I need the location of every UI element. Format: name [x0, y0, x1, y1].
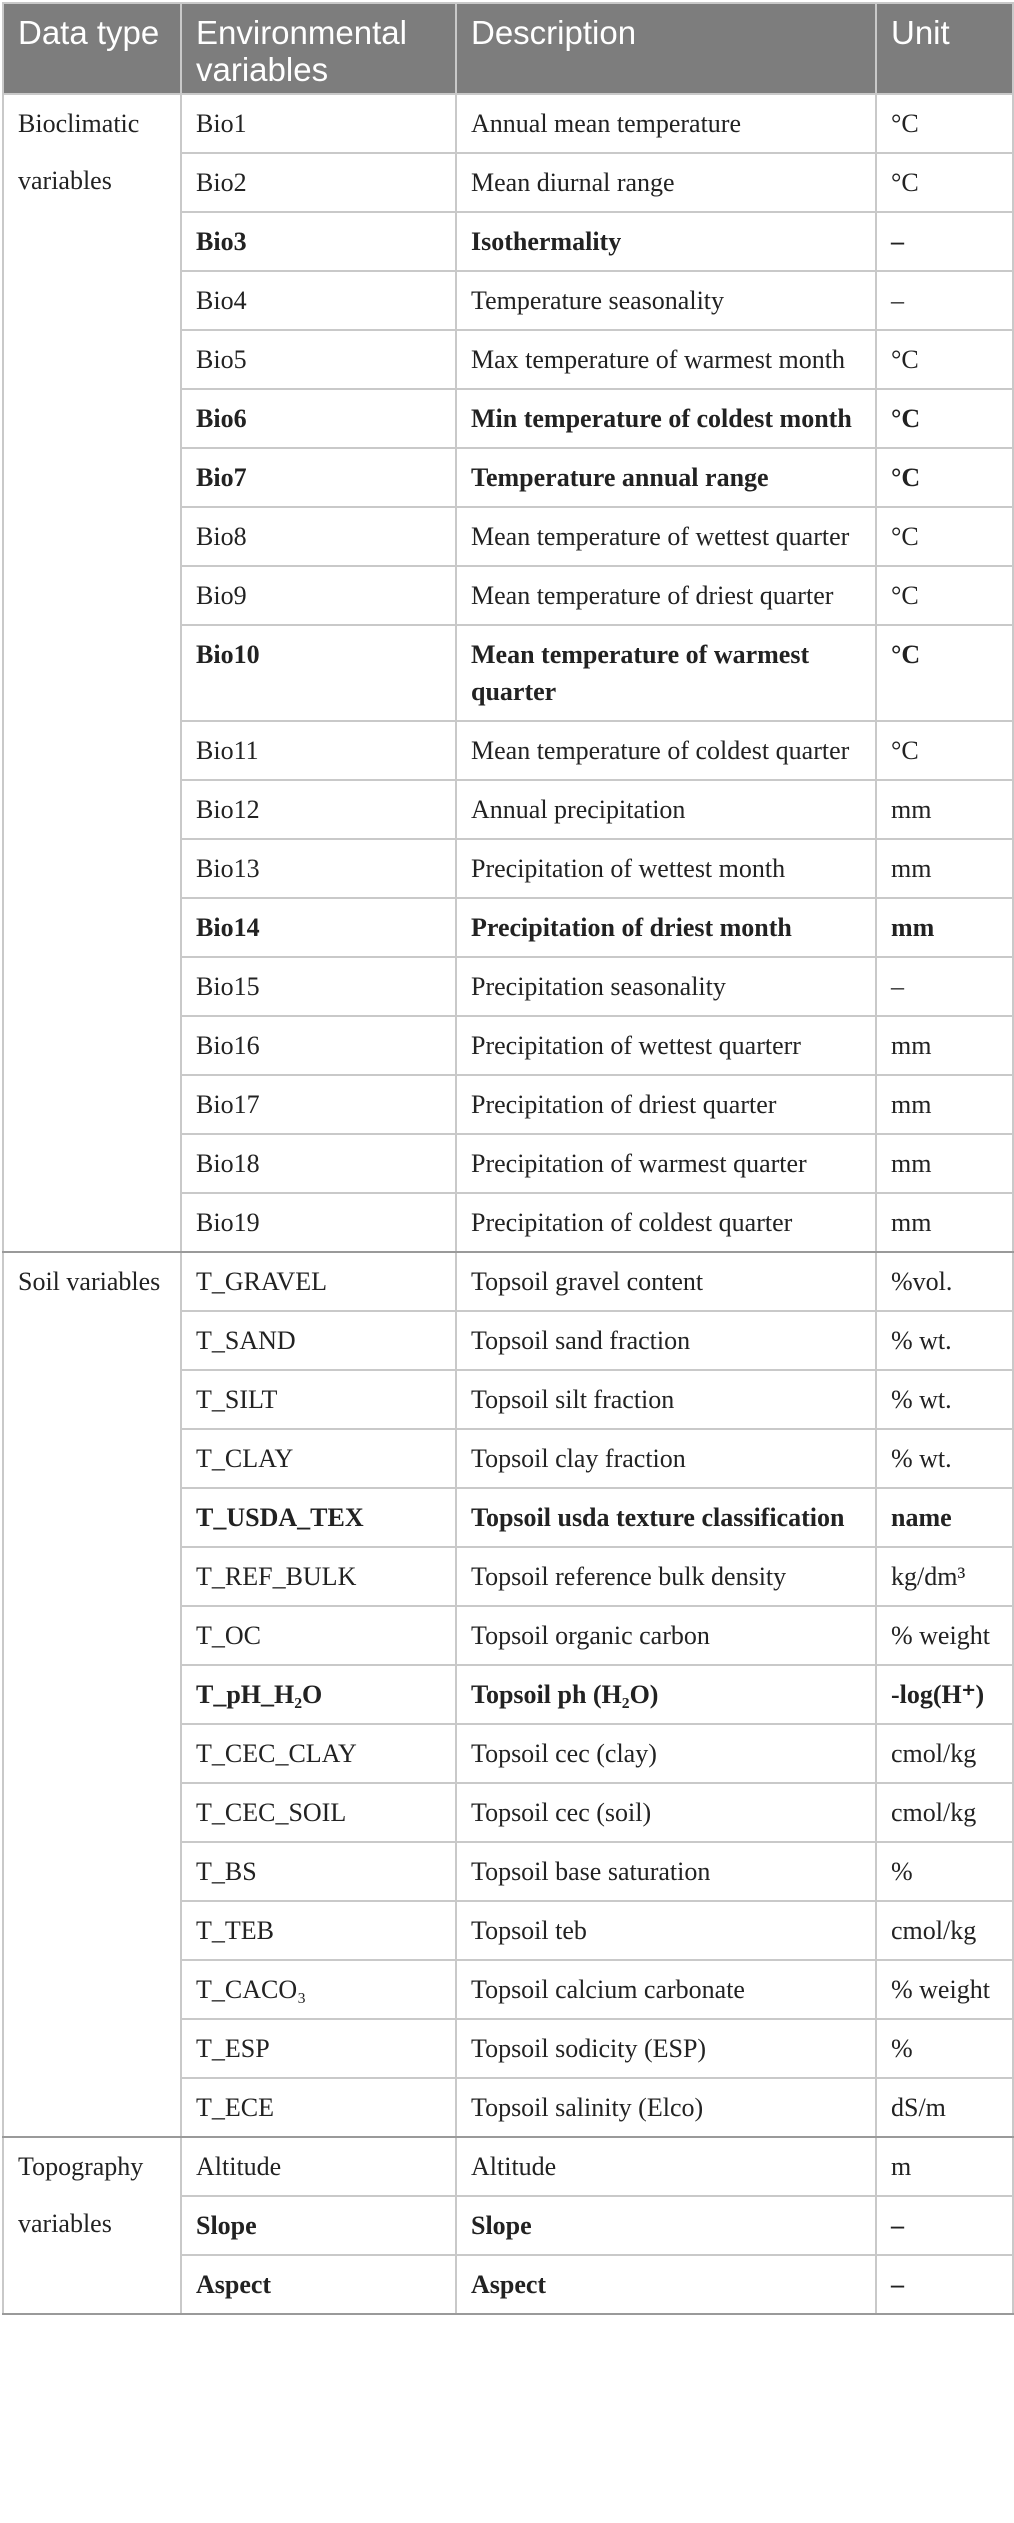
unit-cell: %vol.: [876, 1252, 1013, 1311]
unit-cell: % weight: [876, 1960, 1013, 2019]
variable-cell: Bio14: [181, 898, 456, 957]
description-cell: Topsoil cec (clay): [456, 1724, 876, 1783]
variable-cell: T_ECE: [181, 2078, 456, 2137]
description-cell: Topsoil organic carbon: [456, 1606, 876, 1665]
description-cell: Precipitation of wettest quarterr: [456, 1016, 876, 1075]
description-cell: Slope: [456, 2196, 876, 2255]
variable-cell: Bio11: [181, 721, 456, 780]
unit-cell: m: [876, 2137, 1013, 2196]
variable-cell: Bio13: [181, 839, 456, 898]
variable-cell: Bio7: [181, 448, 456, 507]
description-cell: Topsoil silt fraction: [456, 1370, 876, 1429]
data-type-cell: Bioclimatic variables: [3, 94, 181, 1252]
header-data-type: Data type: [3, 3, 181, 94]
description-cell: Min temperature of coldest month: [456, 389, 876, 448]
description-cell: Temperature seasonality: [456, 271, 876, 330]
unit-cell: mm: [876, 1134, 1013, 1193]
unit-cell: °C: [876, 625, 1013, 721]
variable-cell: T_ESP: [181, 2019, 456, 2078]
description-cell: Aspect: [456, 2255, 876, 2314]
variable-cell: T_OC: [181, 1606, 456, 1665]
variable-cell: T_CACO₃: [181, 1960, 456, 2019]
unit-cell: mm: [876, 780, 1013, 839]
table-row: [3, 2137, 1013, 2196]
table-body: [3, 94, 1013, 2314]
description-cell: Topsoil sand fraction: [456, 1311, 876, 1370]
description-cell: Topsoil calcium carbonate: [456, 1960, 876, 2019]
unit-cell: °C: [876, 330, 1013, 389]
unit-cell: mm: [876, 1075, 1013, 1134]
unit-cell: °C: [876, 448, 1013, 507]
unit-cell: cmol/kg: [876, 1724, 1013, 1783]
description-cell: Mean temperature of driest quarter: [456, 566, 876, 625]
description-cell: Annual mean temperature: [456, 94, 876, 153]
unit-cell: mm: [876, 1016, 1013, 1075]
unit-cell: %: [876, 1842, 1013, 1901]
description-cell: Precipitation of driest month: [456, 898, 876, 957]
variable-cell: T_REF_BULK: [181, 1547, 456, 1606]
description-cell: Precipitation of coldest quarter: [456, 1193, 876, 1252]
unit-cell: –: [876, 957, 1013, 1016]
unit-cell: mm: [876, 839, 1013, 898]
description-cell: Topsoil sodicity (ESP): [456, 2019, 876, 2078]
description-cell: Topsoil base saturation: [456, 1842, 876, 1901]
description-cell: Mean temperature of coldest quarter: [456, 721, 876, 780]
unit-cell: –: [876, 271, 1013, 330]
variable-cell: Bio18: [181, 1134, 456, 1193]
unit-cell: % wt.: [876, 1311, 1013, 1370]
unit-cell: % weight: [876, 1606, 1013, 1665]
table-row: [3, 1252, 1013, 1311]
variable-cell: T_USDA_TEX: [181, 1488, 456, 1547]
variable-cell: T_SILT: [181, 1370, 456, 1429]
description-cell: Altitude: [456, 2137, 876, 2196]
header-unit: Unit: [876, 3, 1013, 94]
unit-cell: °C: [876, 389, 1013, 448]
variable-cell: T_GRAVEL: [181, 1252, 456, 1311]
table-row: [3, 94, 1013, 153]
description-cell: Topsoil teb: [456, 1901, 876, 1960]
unit-cell: name: [876, 1488, 1013, 1547]
description-cell: Topsoil reference bulk density: [456, 1547, 876, 1606]
unit-cell: –: [876, 2255, 1013, 2314]
description-cell: Isothermality: [456, 212, 876, 271]
unit-cell: -log(H⁺): [876, 1665, 1013, 1724]
variable-cell: T_CLAY: [181, 1429, 456, 1488]
variable-cell: Slope: [181, 2196, 456, 2255]
description-cell: Mean temperature of warmest quarter: [456, 625, 876, 721]
variable-cell: Bio9: [181, 566, 456, 625]
variable-cell: T_CEC_CLAY: [181, 1724, 456, 1783]
variable-cell: Bio12: [181, 780, 456, 839]
unit-cell: kg/dm³: [876, 1547, 1013, 1606]
variable-cell: Bio5: [181, 330, 456, 389]
variable-cell: Aspect: [181, 2255, 456, 2314]
data-type-cell: Soil variables: [3, 1252, 181, 2137]
variable-cell: T_pH_H₂O: [181, 1665, 456, 1724]
variable-cell: Bio17: [181, 1075, 456, 1134]
variable-cell: T_SAND: [181, 1311, 456, 1370]
variable-cell: T_TEB: [181, 1901, 456, 1960]
variable-cell: Bio6: [181, 389, 456, 448]
variable-cell: Bio19: [181, 1193, 456, 1252]
description-cell: Precipitation of wettest month: [456, 839, 876, 898]
description-cell: Annual precipitation: [456, 780, 876, 839]
unit-cell: %: [876, 2019, 1013, 2078]
description-cell: Mean diurnal range: [456, 153, 876, 212]
variable-cell: Bio10: [181, 625, 456, 721]
variables-table: [2, 2, 1014, 2315]
variable-cell: Bio3: [181, 212, 456, 271]
description-cell: Topsoil ph (H₂O): [456, 1665, 876, 1724]
unit-cell: mm: [876, 898, 1013, 957]
unit-cell: °C: [876, 94, 1013, 153]
description-cell: Max temperature of warmest month: [456, 330, 876, 389]
unit-cell: % wt.: [876, 1429, 1013, 1488]
description-cell: Precipitation seasonality: [456, 957, 876, 1016]
data-type-cell: Topography variables: [3, 2137, 181, 2314]
unit-cell: °C: [876, 721, 1013, 780]
description-cell: Topsoil usda texture classification: [456, 1488, 876, 1547]
variable-cell: T_BS: [181, 1842, 456, 1901]
description-cell: Topsoil salinity (Elco): [456, 2078, 876, 2137]
variable-cell: Bio8: [181, 507, 456, 566]
header-environmental-variables: Environmental variables: [181, 3, 456, 94]
description-cell: Precipitation of driest quarter: [456, 1075, 876, 1134]
description-cell: Topsoil gravel content: [456, 1252, 876, 1311]
description-cell: Mean temperature of wettest quarter: [456, 507, 876, 566]
variable-cell: Altitude: [181, 2137, 456, 2196]
header-description: Description: [456, 3, 876, 94]
unit-cell: % wt.: [876, 1370, 1013, 1429]
variable-cell: Bio16: [181, 1016, 456, 1075]
description-cell: Temperature annual range: [456, 448, 876, 507]
variable-cell: T_CEC_SOIL: [181, 1783, 456, 1842]
unit-cell: °C: [876, 153, 1013, 212]
unit-cell: °C: [876, 566, 1013, 625]
unit-cell: –: [876, 2196, 1013, 2255]
unit-cell: cmol/kg: [876, 1783, 1013, 1842]
description-cell: Precipitation of warmest quarter: [456, 1134, 876, 1193]
unit-cell: mm: [876, 1193, 1013, 1252]
unit-cell: dS/m: [876, 2078, 1013, 2137]
unit-cell: cmol/kg: [876, 1901, 1013, 1960]
unit-cell: –: [876, 212, 1013, 271]
unit-cell: °C: [876, 507, 1013, 566]
description-cell: Topsoil clay fraction: [456, 1429, 876, 1488]
variable-cell: Bio2: [181, 153, 456, 212]
variable-cell: Bio15: [181, 957, 456, 1016]
header-row: [3, 3, 1013, 94]
variable-cell: Bio1: [181, 94, 456, 153]
description-cell: Topsoil cec (soil): [456, 1783, 876, 1842]
variable-cell: Bio4: [181, 271, 456, 330]
